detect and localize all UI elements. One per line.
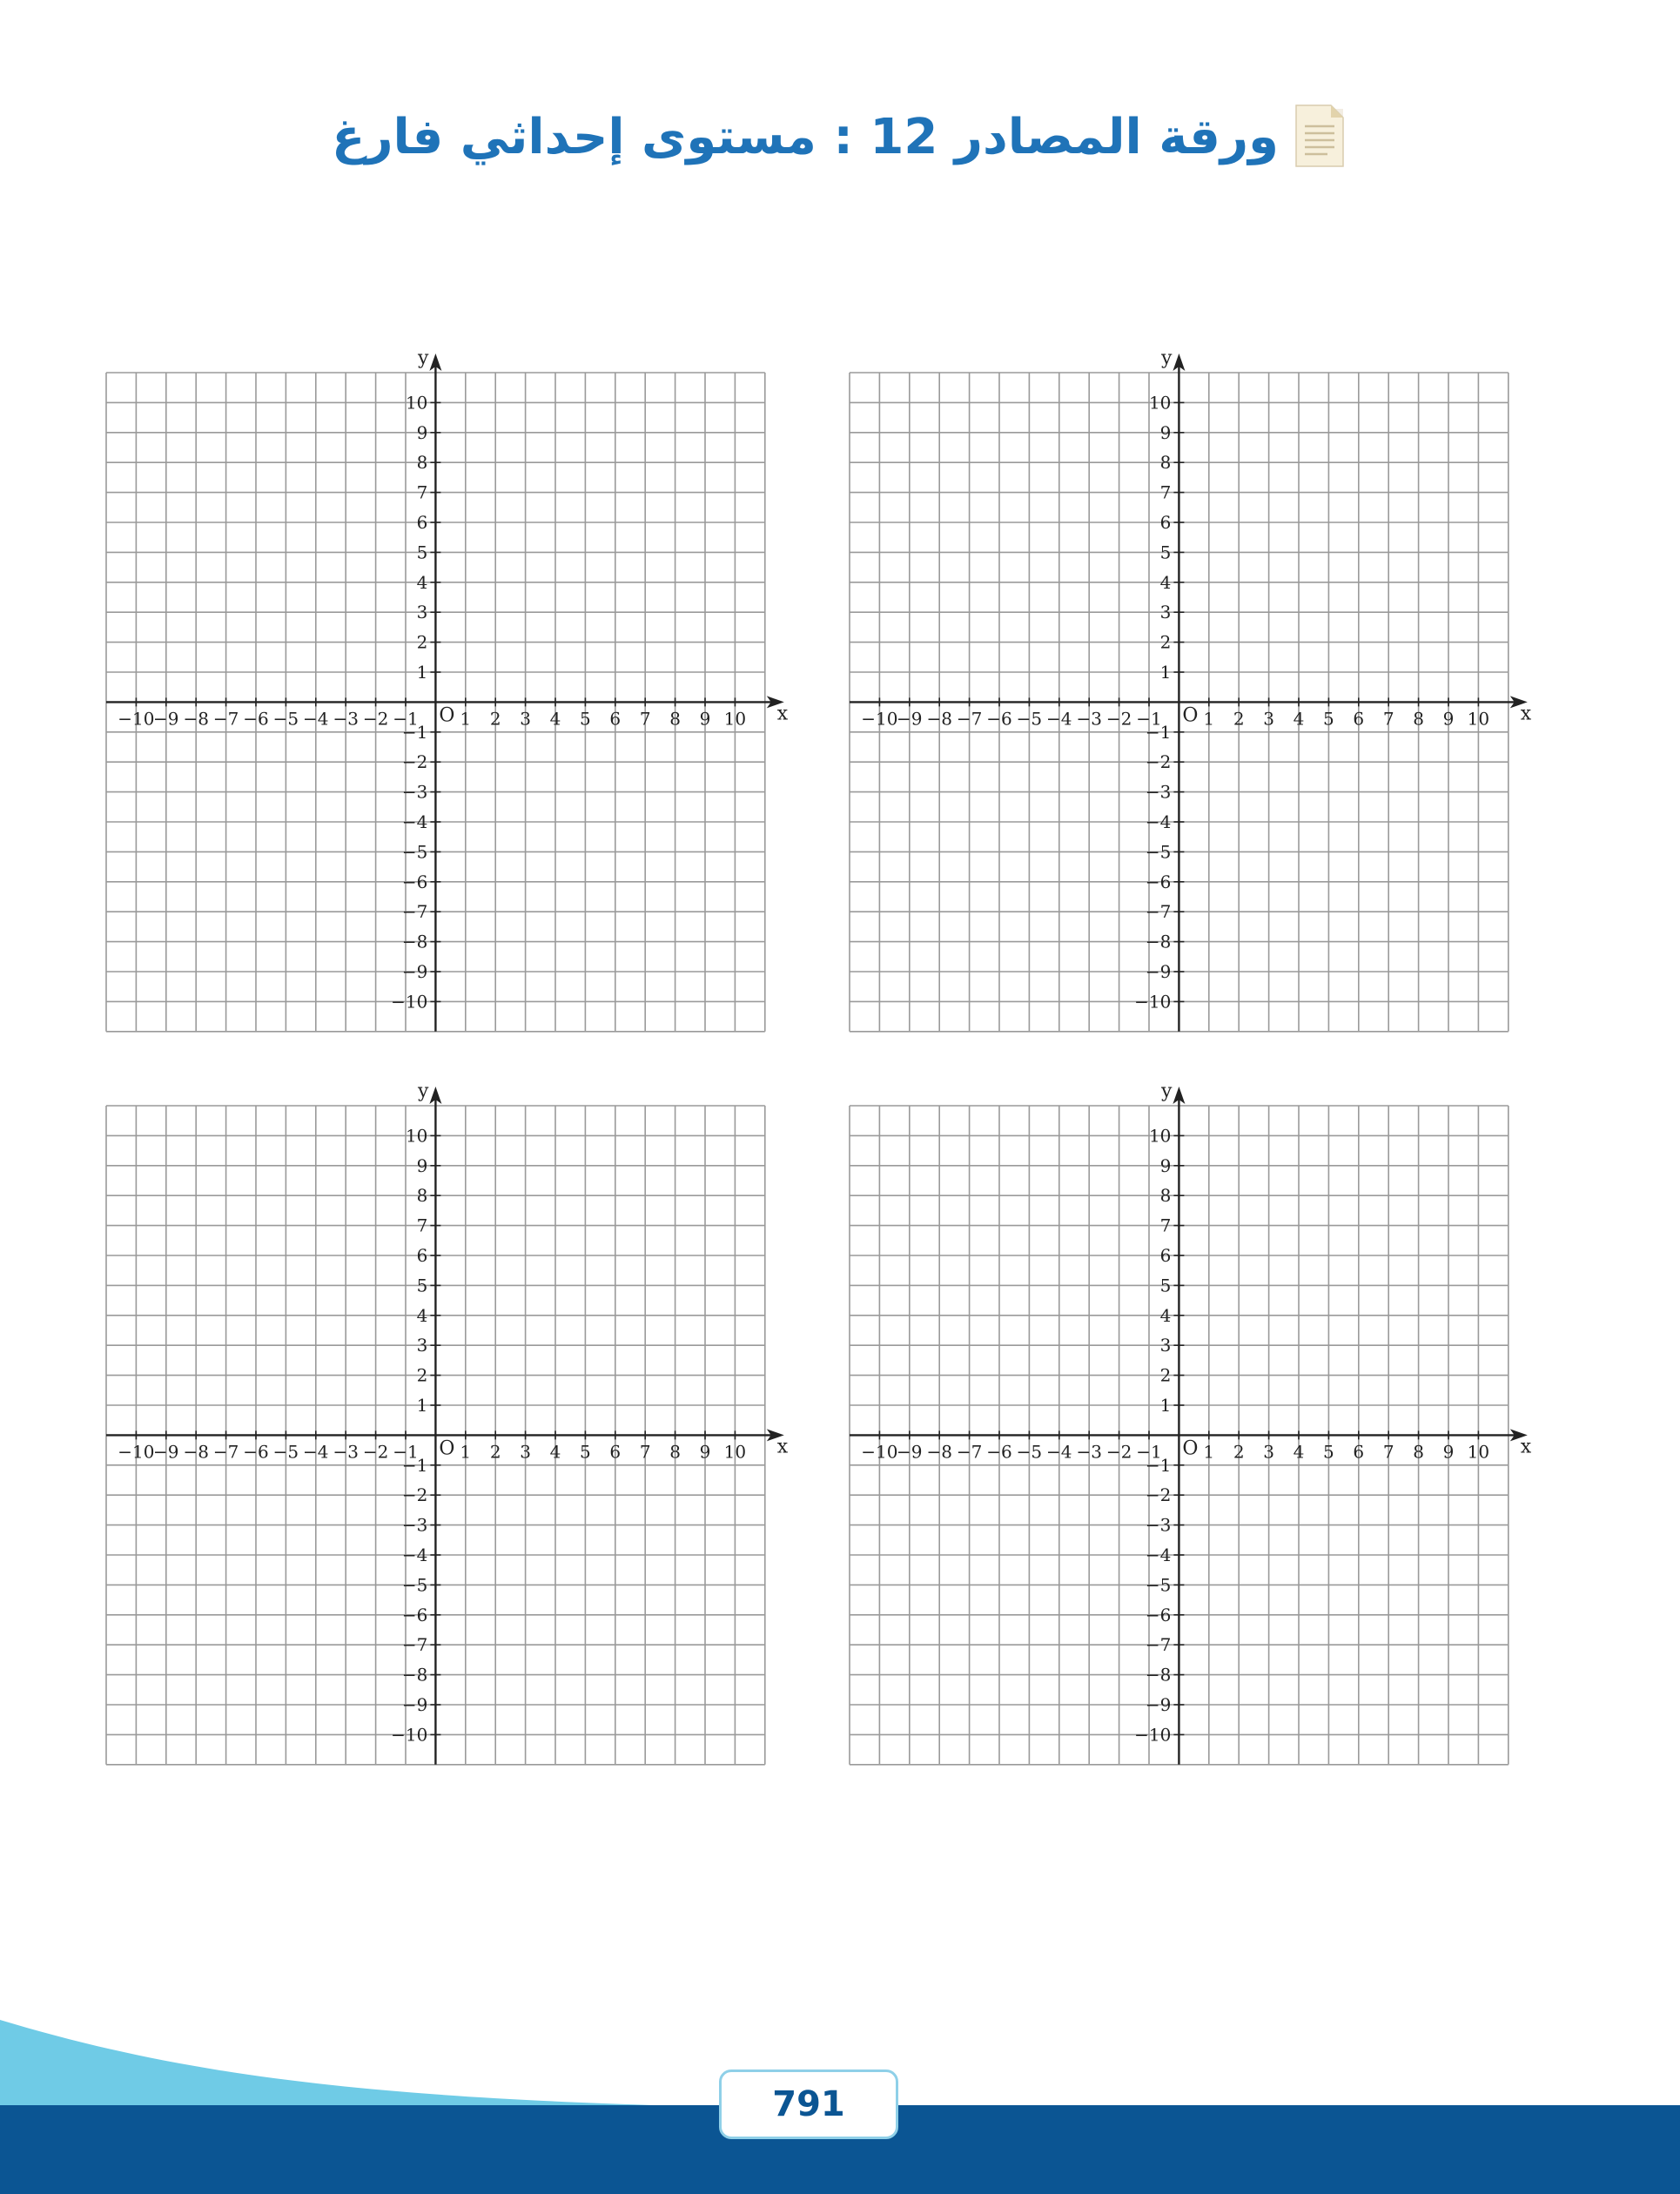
y-tick-label: −3	[1145, 1514, 1172, 1536]
y-tick-label: 8	[416, 452, 428, 474]
x-tick-label: −1	[393, 1441, 419, 1463]
x-tick-label: 5	[580, 708, 591, 730]
coordinate-plane-2	[850, 347, 1532, 1032]
y-tick-label: −5	[401, 841, 428, 863]
y-tick-label: 3	[1159, 602, 1172, 623]
x-tick-label: 3	[1263, 708, 1274, 730]
y-tick-label: 8	[416, 1185, 428, 1207]
x-tick-label: −3	[333, 708, 359, 730]
x-tick-label: 5	[580, 1441, 591, 1463]
x-tick-label: −9	[897, 708, 923, 730]
y-tick-label: 3	[416, 1335, 428, 1356]
x-tick-label: −1	[393, 708, 419, 730]
x-tick-label: −5	[272, 708, 299, 730]
y-tick-label: −8	[401, 931, 428, 952]
x-tick-label: −8	[183, 708, 209, 730]
x-tick-label: −10	[861, 708, 898, 730]
y-tick-label: 2	[1159, 631, 1172, 653]
x-tick-label: −4	[303, 708, 329, 730]
y-tick-label: 8	[1159, 1185, 1172, 1207]
y-tick-label: 6	[1159, 1245, 1172, 1266]
x-tick-label: 9	[1442, 1441, 1455, 1463]
coordinate-plane-1	[106, 347, 789, 1032]
y-tick-label: −4	[1145, 811, 1172, 832]
x-tick-label: −10	[118, 708, 155, 730]
coordinate-plane-3	[106, 1080, 789, 1765]
y-tick-label: −7	[1145, 901, 1172, 923]
x-tick-label: −5	[272, 1441, 299, 1463]
y-tick-label: −1	[401, 721, 428, 743]
x-tick-label: −6	[986, 1441, 1012, 1463]
y-tick-label: −5	[1145, 1574, 1172, 1596]
x-axis-label: x	[1520, 1436, 1532, 1458]
x-tick-label: 7	[639, 1441, 651, 1463]
x-tick-label: −9	[153, 708, 179, 730]
x-tick-label: −10	[118, 1441, 155, 1463]
y-tick-label: −6	[401, 1604, 428, 1625]
y-tick-label: −7	[401, 1634, 428, 1656]
y-tick-label: −5	[1145, 841, 1172, 863]
x-tick-label: −7	[212, 708, 239, 730]
x-tick-label: 4	[549, 708, 561, 730]
x-tick-label: −7	[956, 708, 983, 730]
x-tick-label: 1	[460, 1441, 472, 1463]
x-tick-label: −2	[362, 1441, 389, 1463]
y-tick-label: −2	[1145, 1484, 1172, 1506]
x-tick-label: −4	[1046, 1441, 1072, 1463]
x-tick-label: 10	[723, 1441, 747, 1463]
x-tick-label: 8	[1413, 1441, 1424, 1463]
y-axis-label: y	[417, 347, 429, 369]
x-tick-label: 4	[549, 1441, 561, 1463]
x-tick-label: 9	[699, 708, 711, 730]
x-axis-label: x	[776, 1436, 789, 1458]
x-tick-label: 4	[1293, 708, 1305, 730]
x-tick-label: 2	[1233, 1441, 1245, 1463]
x-tick-label: −8	[926, 1441, 952, 1463]
y-tick-label: 2	[416, 1364, 428, 1386]
y-tick-label: 5	[1159, 542, 1172, 563]
x-tick-label: 6	[1353, 708, 1365, 730]
x-tick-label: 8	[1413, 708, 1424, 730]
x-tick-label: −2	[362, 708, 389, 730]
x-axis-label: x	[776, 703, 789, 725]
y-axis-label: y	[417, 1080, 429, 1102]
y-tick-label: 1	[416, 1395, 428, 1416]
x-tick-label: 1	[1203, 708, 1215, 730]
y-tick-label: −6	[1145, 1604, 1172, 1625]
y-tick-label: 5	[1159, 1275, 1172, 1296]
x-tick-label: 6	[1353, 1441, 1365, 1463]
y-tick-label: 9	[416, 1154, 428, 1176]
origin-label: O	[1182, 1437, 1199, 1460]
y-tick-label: 4	[416, 1304, 428, 1326]
y-tick-label: −3	[401, 1514, 428, 1536]
y-tick-label: −1	[1145, 1454, 1172, 1476]
y-tick-label: −10	[391, 991, 428, 1013]
x-tick-label: 3	[520, 1441, 531, 1463]
x-tick-label: −7	[956, 1441, 983, 1463]
y-tick-label: −7	[401, 901, 428, 923]
y-tick-label: −8	[1145, 931, 1172, 952]
x-tick-label: 5	[1323, 1441, 1334, 1463]
y-tick-label: −9	[1145, 1694, 1172, 1715]
y-tick-label: 5	[416, 1275, 428, 1296]
y-tick-label: −4	[401, 811, 428, 832]
x-tick-label: 1	[460, 708, 472, 730]
y-tick-label: −8	[401, 1664, 428, 1686]
y-tick-label: −9	[401, 961, 428, 982]
coordinate-plane-4	[850, 1080, 1532, 1765]
x-tick-label: −3	[1076, 1441, 1102, 1463]
y-tick-label: −2	[1145, 751, 1172, 773]
y-tick-label: −2	[401, 751, 428, 773]
y-tick-label: −3	[1145, 781, 1172, 803]
y-tick-label: −4	[401, 1545, 428, 1565]
y-tick-label: 7	[1159, 481, 1172, 503]
y-tick-label: 4	[1159, 1304, 1172, 1326]
x-tick-label: −9	[897, 1441, 923, 1463]
x-tick-label: −4	[1046, 708, 1072, 730]
y-tick-label: 6	[1159, 512, 1172, 533]
x-tick-label: 7	[639, 708, 651, 730]
x-tick-label: −2	[1105, 1441, 1132, 1463]
x-tick-label: −2	[1105, 708, 1132, 730]
origin-label: O	[439, 704, 455, 727]
y-tick-label: −5	[401, 1574, 428, 1596]
y-tick-label: −3	[401, 781, 428, 803]
y-tick-label: 3	[1159, 1335, 1172, 1356]
y-tick-label: 7	[1159, 1215, 1172, 1236]
y-tick-label: 2	[1159, 1364, 1172, 1386]
x-tick-label: −1	[1136, 708, 1162, 730]
y-tick-label: −9	[401, 1694, 428, 1715]
x-tick-label: 10	[1467, 708, 1490, 730]
y-tick-label: −7	[1145, 1634, 1172, 1656]
x-tick-label: −4	[303, 1441, 329, 1463]
y-tick-label: 10	[1148, 392, 1172, 414]
y-tick-label: 1	[1159, 662, 1172, 683]
x-tick-label: 2	[489, 708, 501, 730]
x-tick-label: 3	[520, 708, 531, 730]
y-tick-label: 6	[416, 1245, 428, 1266]
y-tick-label: −2	[401, 1484, 428, 1506]
x-tick-label: 8	[669, 1441, 681, 1463]
x-tick-label: 7	[1382, 708, 1394, 730]
y-tick-label: 4	[1159, 571, 1172, 593]
x-tick-label: −5	[1016, 708, 1043, 730]
origin-label: O	[1182, 704, 1199, 727]
y-axis-label: y	[1160, 1080, 1173, 1102]
y-tick-label: 9	[416, 421, 428, 443]
x-tick-label: 5	[1323, 708, 1334, 730]
y-tick-label: 6	[416, 512, 428, 533]
x-tick-label: −3	[1076, 708, 1102, 730]
y-tick-label: −1	[401, 1454, 428, 1476]
y-tick-label: 7	[416, 1215, 428, 1236]
x-tick-label: −8	[183, 1441, 209, 1463]
x-tick-label: −9	[153, 1441, 179, 1463]
y-tick-label: −9	[1145, 961, 1172, 982]
x-tick-label: 7	[1382, 1441, 1394, 1463]
y-tick-label: −8	[1145, 1664, 1172, 1686]
page-number-badge	[719, 2069, 898, 2139]
y-tick-label: −10	[1134, 991, 1172, 1013]
y-axis-label: y	[1160, 347, 1173, 369]
y-tick-label: 5	[416, 542, 428, 563]
x-tick-label: 3	[1263, 1441, 1274, 1463]
x-tick-label: 1	[1203, 1441, 1215, 1463]
x-tick-label: −8	[926, 708, 952, 730]
x-tick-label: 9	[699, 1441, 711, 1463]
x-tick-label: −7	[212, 1441, 239, 1463]
x-tick-label: −1	[1136, 1441, 1162, 1463]
y-tick-label: 7	[416, 481, 428, 503]
y-tick-label: 8	[1159, 452, 1172, 474]
x-tick-label: −5	[1016, 1441, 1043, 1463]
x-tick-label: −10	[861, 1441, 898, 1463]
page-number: 791	[772, 2084, 845, 2124]
y-tick-label: −10	[391, 1724, 428, 1746]
x-tick-label: 2	[1233, 708, 1245, 730]
x-tick-label: −6	[243, 1441, 269, 1463]
x-tick-label: 4	[1293, 1441, 1305, 1463]
x-axis-label: x	[1520, 703, 1532, 725]
y-tick-label: −1	[1145, 721, 1172, 743]
x-tick-label: 6	[609, 708, 622, 730]
x-tick-label: 8	[669, 708, 681, 730]
y-tick-label: −4	[1145, 1545, 1172, 1565]
y-tick-label: 2	[416, 631, 428, 653]
x-tick-label: −6	[243, 708, 269, 730]
page-title: ورقة المصادر 12 : مستوى إحداثي فارغ	[332, 108, 1279, 165]
x-tick-label: 6	[609, 1441, 622, 1463]
y-tick-label: 1	[1159, 1395, 1172, 1416]
y-tick-label: 10	[405, 1125, 428, 1147]
y-tick-label: −6	[1145, 871, 1172, 892]
x-tick-label: 9	[1442, 708, 1455, 730]
origin-label: O	[439, 1437, 455, 1460]
y-tick-label: 1	[416, 662, 428, 683]
y-tick-label: 9	[1159, 1154, 1172, 1176]
y-tick-label: 4	[416, 571, 428, 593]
x-tick-label: 10	[723, 708, 747, 730]
x-tick-label: 10	[1467, 1441, 1490, 1463]
y-tick-label: 10	[405, 392, 428, 414]
y-tick-label: 10	[1148, 1125, 1172, 1147]
y-tick-label: 9	[1159, 421, 1172, 443]
y-tick-label: −6	[401, 871, 428, 892]
y-tick-label: 3	[416, 602, 428, 623]
y-tick-label: −10	[1134, 1724, 1172, 1746]
x-tick-label: 2	[489, 1441, 501, 1463]
x-tick-label: −3	[333, 1441, 359, 1463]
x-tick-label: −6	[986, 708, 1012, 730]
